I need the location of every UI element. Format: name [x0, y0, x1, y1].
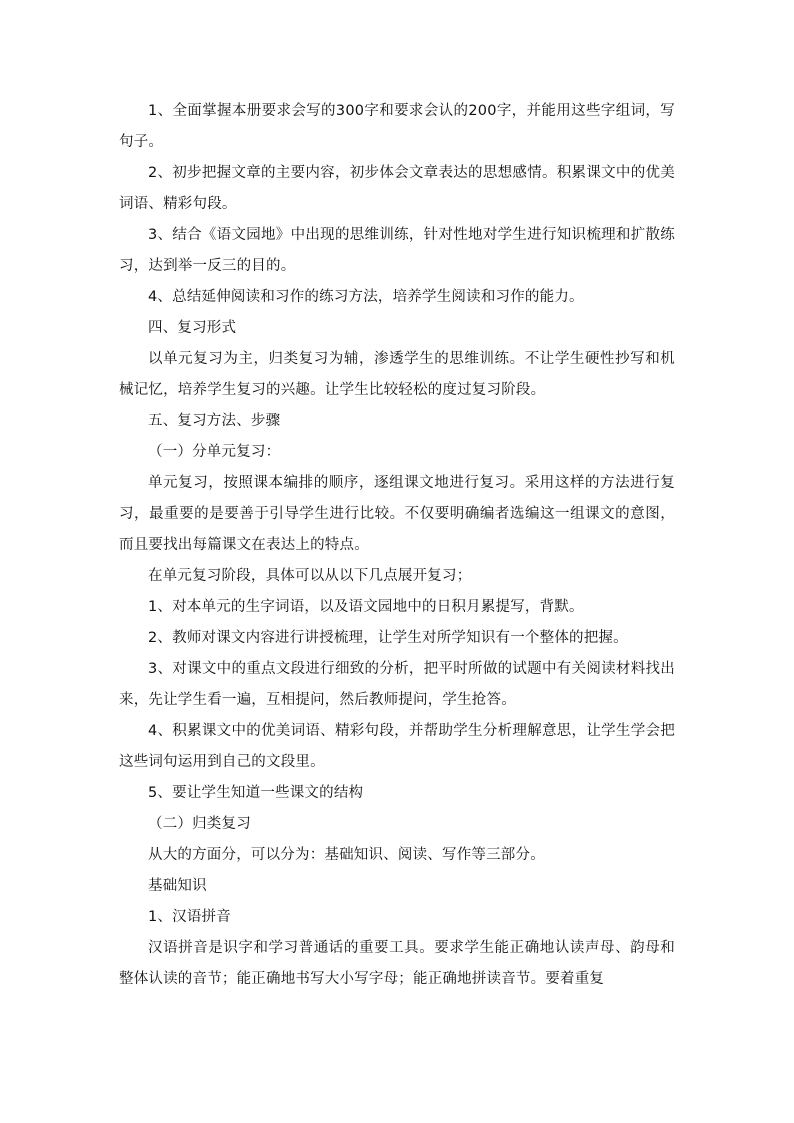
paragraph-review-form: 以单元复习为主，归类复习为辅，渗透学生的思维训练。不让学生硬性抄写和机械记忆，培养学生复习的兴趣。让学生比较轻松的度过复习阶段。 — [119, 351, 675, 398]
subheading-category-review: （二）归类复习 — [148, 816, 251, 832]
paragraph-4: 4、总结延伸阅读和习作的练习方法，培养学生阅读和习作的能力。 — [148, 289, 584, 305]
list-item-3: 3、对课文中的重点文段进行细致的分析，把平时所做的试题中有关阅读材料找出来，先让学生看一遍，互相提问，然后教师提问，学生抢答。 — [119, 661, 675, 708]
heading-basic-knowledge: 基础知识 — [148, 878, 207, 894]
subheading-unit-review: （一）分单元复习： — [148, 444, 281, 460]
paragraph-pinyin: 汉语拼音是识字和学习普通话的重要工具。要求学生能正确地认读声母、韵母和整体认读的音节；能正确地书写大小写字母；能正确地拼读音节。要着重复 — [119, 940, 675, 987]
list-item-2: 2、教师对课文内容进行讲授梳理，让学生对所学知识有一个整体的把握。 — [148, 630, 628, 646]
heading-pinyin: 1、汉语拼音 — [148, 909, 231, 925]
section-heading-review-form: 四、复习形式 — [148, 320, 237, 336]
paragraph-2: 2、初步把握文章的主要内容，初步体会文章表达的思想感情。积累课文中的优美词语、精彩句段。 — [119, 165, 675, 212]
list-item-5: 5、要让学生知道一些课文的结构 — [148, 785, 364, 801]
list-item-1: 1、对本单元的生字词语，以及语文园地中的日积月累提写，背默。 — [148, 599, 584, 615]
paragraph-3: 3、结合《语文园地》中出现的思维训练，针对性地对学生进行知识梳理和扩散练习，达到举一反三的目的。 — [119, 227, 675, 274]
paragraph-category-review: 从大的方面分，可以分为：基础知识、阅读、写作等三部分。 — [148, 847, 545, 863]
list-item-4: 4、积累课文中的优美词语、精彩句段，并帮助学生分析理解意思，让学生学会把这些词句运用到自己的文段里。 — [119, 723, 675, 770]
paragraph-unit-review: 单元复习，按照课本编排的顺序，逐组课文地进行复习。采用这样的方法进行复习，最重要的是要善于引导学生进行比较。不仅要明确编者选编这一组课文的意图，而且要找出每篇课文在表达上的特点。 — [119, 475, 675, 553]
document-body — [119, 96, 675, 995]
paragraph-1: 1、全面掌握本册要求会写的300字和要求会认的200字，并能用这些字组词，写句子。 — [119, 103, 675, 150]
paragraph-unit-stage: 在单元复习阶段，具体可以从以下几点展开复习； — [148, 568, 472, 584]
section-heading-review-method: 五、复习方法、步骤 — [148, 413, 281, 429]
